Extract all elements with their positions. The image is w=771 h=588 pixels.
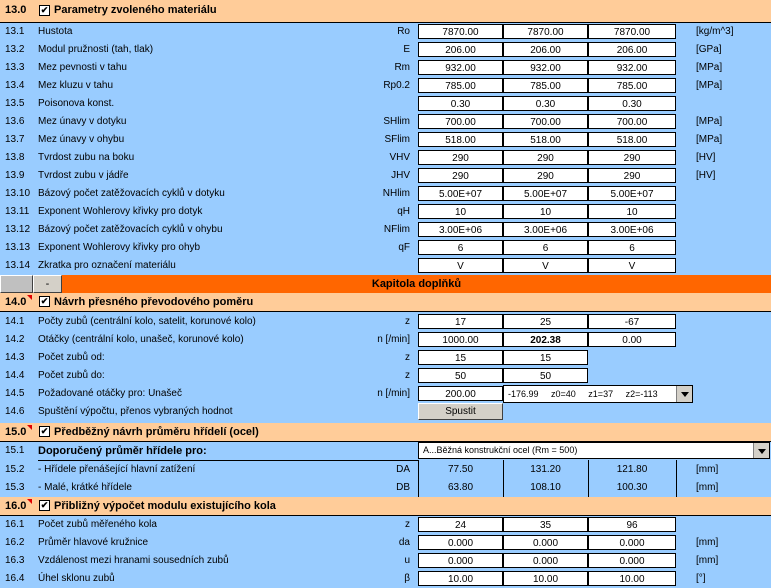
teeth-satellite-input[interactable]: 25	[503, 314, 588, 329]
section-14-checkbox[interactable]: ✔	[40, 296, 49, 306]
value-cell-2: 206.00	[503, 42, 588, 57]
row-symbol: Ro	[397, 26, 410, 37]
row-14-1	[0, 313, 771, 331]
row-symbol: n [/min]	[377, 334, 410, 345]
row-symbol: n [/min]	[377, 388, 410, 399]
row-number: 13.12	[5, 224, 31, 235]
row-symbol: qF	[398, 242, 410, 253]
row-number: 13.11	[5, 206, 30, 217]
grid-line	[503, 460, 504, 497]
row-symbol: da	[398, 537, 410, 548]
value-cell-1: 290	[418, 168, 503, 183]
row-number: 14.1	[5, 316, 25, 327]
value-cell-1: 7870.00	[418, 24, 503, 39]
row-label: Zkratka pro označení materiálu	[38, 260, 176, 271]
data-row	[0, 113, 771, 131]
value-cell-2: 518.00	[503, 132, 588, 147]
row-number: 16.2	[5, 537, 25, 548]
row-symbol: z	[405, 316, 410, 327]
value-cell-3: 518.00	[588, 132, 676, 147]
row-label: Modul pružnosti (tah, tlak)	[38, 44, 154, 55]
row-unit: [MPa]	[696, 80, 723, 91]
row-symbol: E	[403, 44, 410, 55]
shaft-db-3-value: 100.30	[616, 482, 648, 493]
row-symbol: β	[404, 573, 410, 584]
row-unit: [kg/m^3]	[696, 26, 734, 37]
row-symbol: Rp0.2	[383, 80, 410, 91]
row-unit: [MPa]	[696, 62, 723, 73]
row-label: Požadované otáčky pro: Unašeč	[38, 388, 182, 399]
value-cell-3: 6	[588, 240, 676, 255]
chapter-title: Kapitola doplňků	[62, 275, 771, 293]
row-number: 13.7	[5, 134, 25, 145]
value-cell-1: 206.00	[418, 42, 503, 57]
value-cell-1: 5.00E+07	[418, 186, 503, 201]
data-row	[0, 534, 771, 552]
grid-line	[588, 460, 589, 497]
shaft-da-2-value: 131.20	[530, 464, 561, 475]
row-number: 13.14	[5, 260, 31, 271]
value-cell-2: 700.00	[503, 114, 588, 129]
row-label: Tvrdost zubu na boku	[38, 152, 135, 163]
teeth-central-input[interactable]: 17	[418, 314, 503, 329]
row-symbol: SHlim	[383, 116, 410, 127]
required-speed-input[interactable]: 200.00	[418, 386, 503, 401]
value-cell-2[interactable]: 0.000	[503, 535, 588, 550]
section-15-header	[0, 423, 771, 441]
value-cell-1[interactable]: 24	[418, 517, 503, 532]
solution-dropdown-value: -176.99 z0=40 z1=37 z2=-113	[508, 389, 658, 399]
value-cell-1: 785.00	[418, 78, 503, 93]
value-cell-2: 290	[503, 168, 588, 183]
chapter-bar	[0, 275, 771, 293]
row-number: 16.4	[5, 573, 25, 584]
row-number: 14.2	[5, 334, 25, 345]
row-number: 14.5	[5, 388, 25, 399]
row-label: Poisonova konst.	[38, 98, 115, 109]
value-cell-3: 290	[588, 150, 676, 165]
row-label: Počet zubů od:	[38, 352, 105, 363]
row-symbol: DA	[396, 464, 410, 475]
value-cell-1: 0.30	[418, 96, 503, 111]
row-symbol: Rm	[394, 62, 410, 73]
data-row	[0, 552, 771, 570]
divider	[0, 311, 771, 312]
row-symbol: JHV	[391, 170, 410, 181]
row-unit: [MPa]	[696, 116, 723, 127]
value-cell-2: 932.00	[503, 60, 588, 75]
row-symbol: DB	[396, 482, 410, 493]
value-cell-2: 7870.00	[503, 24, 588, 39]
row-unit: [GPa]	[696, 44, 722, 55]
section-number: 13.0	[5, 4, 27, 16]
value-cell-3: 785.00	[588, 78, 676, 93]
row-14-3	[0, 349, 771, 367]
row-unit: [HV]	[696, 152, 716, 163]
row-label: Hustota	[38, 26, 73, 37]
value-cell-2: 3.00E+06	[503, 222, 588, 237]
run-calculation-button[interactable]: Spustit	[418, 403, 503, 420]
section-14-header	[0, 293, 771, 311]
value-cell-3: 10	[588, 204, 676, 219]
row-14-6	[0, 403, 771, 421]
value-cell-3[interactable]: 96	[588, 517, 676, 532]
data-row	[0, 185, 771, 203]
row-number: 13.10	[5, 188, 31, 199]
comment-marker-icon	[27, 295, 32, 300]
row-label: Exponent Wohlerovy křivky pro dotyk	[38, 206, 203, 217]
row-number: 13.4	[5, 80, 25, 91]
speed-ring-input[interactable]: 0.00	[588, 332, 676, 347]
value-cell-1: 6	[418, 240, 503, 255]
section-title: Předběžný návrh průměru hřídelí (ocel)	[54, 426, 259, 438]
row-14-4	[0, 367, 771, 385]
row-unit: [°]	[696, 573, 706, 584]
teeth-from-1-input[interactable]: 15	[418, 350, 503, 365]
value-cell-1[interactable]: 0.000	[418, 535, 503, 550]
row-symbol: NFlim	[383, 224, 410, 235]
row-label: Spuštění výpočtu, přenos vybraných hodnot	[38, 406, 233, 417]
row-number: 14.6	[5, 406, 25, 417]
data-row	[0, 131, 771, 149]
section-13-checkbox[interactable]: ✔	[40, 5, 49, 15]
value-cell-2: 785.00	[503, 78, 588, 93]
data-row	[0, 221, 771, 239]
teeth-to-1-input[interactable]: 50	[418, 368, 503, 383]
data-row	[0, 167, 771, 185]
row-label: - Malé, krátké hřídele	[38, 482, 132, 493]
solution-dropdown[interactable]	[503, 385, 693, 403]
section-title: Parametry zvoleného materiálu	[54, 4, 217, 16]
section-title: Přibližný výpočet modulu existujícího kola	[54, 500, 276, 512]
row-label: Mez kluzu v tahu	[38, 80, 114, 91]
value-cell-1: 700.00	[418, 114, 503, 129]
row-number: 14.3	[5, 352, 25, 363]
value-cell-3: 3.00E+06	[588, 222, 676, 237]
value-cell-1: V	[418, 258, 503, 273]
value-cell-3[interactable]: 0.000	[588, 535, 676, 550]
shaft-material-value: A...Běžná konstrukční ocel (Rm = 500)	[423, 445, 578, 455]
row-label: Vzdálenost mezi hranami sousedních zubů	[38, 555, 229, 566]
value-cell-2: V	[503, 258, 588, 273]
data-row	[0, 570, 771, 588]
value-cell-2[interactable]: 0.000	[503, 553, 588, 568]
value-cell-2[interactable]: 35	[503, 517, 588, 532]
chevron-down-icon[interactable]	[753, 443, 769, 458]
row-label: Otáčky (centrální kolo, unašeč, korunové kolo)	[38, 334, 244, 345]
row-label: Mez únavy v ohybu	[38, 134, 125, 145]
row-number: 13.5	[5, 98, 25, 109]
row-label: Počet zubů do:	[38, 370, 105, 381]
row-label: Mez pevnosti v tahu	[38, 62, 127, 73]
comment-marker-icon	[27, 425, 32, 430]
data-row	[0, 41, 771, 59]
row-unit: [mm]	[696, 482, 719, 493]
shaft-da-1-value: 77.50	[447, 464, 474, 475]
data-row	[0, 77, 771, 95]
section-13-header	[0, 0, 771, 22]
row-15-1	[0, 442, 771, 460]
row-label: Mez únavy v dotyku	[38, 116, 127, 127]
value-cell-3[interactable]: 0.000	[588, 553, 676, 568]
chapter-blank-button[interactable]	[0, 275, 33, 293]
value-cell-3: V	[588, 258, 676, 273]
section-number: 16.0	[5, 500, 27, 512]
section-number: 14.0	[5, 296, 27, 308]
row-number: 13.8	[5, 152, 25, 163]
row-symbol: SFlim	[384, 134, 410, 145]
row-number: 14.4	[5, 370, 25, 381]
value-cell-1[interactable]: 0.000	[418, 553, 503, 568]
data-row	[0, 516, 771, 534]
row-label: Počet zubů měřeného kola	[38, 519, 157, 530]
value-cell-3: 290	[588, 168, 676, 183]
shaft-material-dropdown[interactable]	[418, 442, 770, 459]
chapter-minus-button[interactable]: -	[33, 275, 62, 293]
value-cell-1: 10	[418, 204, 503, 219]
row-number: 13.2	[5, 44, 25, 55]
value-cell-3[interactable]: 10.00	[588, 571, 676, 586]
value-cell-2[interactable]: 10.00	[503, 571, 588, 586]
row-unit: [mm]	[696, 464, 719, 475]
value-cell-3: 7870.00	[588, 24, 676, 39]
row-label: Exponent Wohlerovy křivky pro ohyb	[38, 242, 201, 253]
value-cell-2: 290	[503, 150, 588, 165]
row-label: Počty zubů (centrální kolo, satelit, korunové kolo)	[38, 316, 256, 327]
value-cell-1: 518.00	[418, 132, 503, 147]
row-symbol: z	[405, 352, 410, 363]
section-16-header	[0, 497, 771, 515]
data-row	[0, 149, 771, 167]
section-16-checkbox[interactable]: ✔	[40, 500, 49, 510]
comment-marker-icon	[27, 499, 32, 504]
value-cell-3: 700.00	[588, 114, 676, 129]
row-symbol: qH	[397, 206, 410, 217]
data-row	[0, 23, 771, 41]
row-label: Průměr hlavové kružnice	[38, 537, 149, 548]
row-label: - Hřídele přenášející hlavní zatížení	[38, 464, 196, 475]
value-cell-2: 10	[503, 204, 588, 219]
chevron-down-icon[interactable]	[676, 386, 692, 402]
data-row	[0, 95, 771, 113]
row-unit: [HV]	[696, 170, 716, 181]
value-cell-2: 0.30	[503, 96, 588, 111]
value-cell-2: 6	[503, 240, 588, 255]
value-cell-1: 290	[418, 150, 503, 165]
row-unit: [mm]	[696, 537, 719, 548]
teeth-to-2-input[interactable]: 50	[503, 368, 588, 383]
row-label: Doporučený průměr hřídele pro:	[38, 445, 207, 457]
row-number: 13.9	[5, 170, 25, 181]
speed-carrier-value: 202.38	[503, 332, 588, 347]
row-unit: [MPa]	[696, 134, 723, 145]
row-unit: [mm]	[696, 555, 719, 566]
row-14-2	[0, 331, 771, 349]
section-15-checkbox[interactable]: ✔	[40, 426, 49, 436]
row-symbol: z	[405, 370, 410, 381]
value-cell-3: 932.00	[588, 60, 676, 75]
row-label: Úhel sklonu zubů	[38, 573, 115, 584]
teeth-from-2-input[interactable]: 15	[503, 350, 588, 365]
teeth-ring-input[interactable]: -67	[588, 314, 676, 329]
section-title: Návrh přesného převodového poměru	[54, 296, 254, 308]
shaft-da-3-value: 121.80	[616, 464, 648, 475]
data-row	[0, 203, 771, 221]
row-symbol: u	[404, 555, 410, 566]
data-row	[0, 59, 771, 77]
speed-central-input[interactable]: 1000.00	[418, 332, 503, 347]
row-number: 13.1	[5, 26, 25, 37]
value-cell-1: 3.00E+06	[418, 222, 503, 237]
row-15-2	[0, 461, 771, 479]
shaft-db-2-value: 108.10	[530, 482, 561, 493]
value-cell-1[interactable]: 10.00	[418, 571, 503, 586]
section-number: 15.0	[5, 426, 27, 438]
row-15-3	[0, 479, 771, 497]
row-label: Tvrdost zubu v jádře	[38, 170, 129, 181]
row-number: 16.3	[5, 555, 25, 566]
row-number: 16.1	[5, 519, 25, 530]
row-number: 13.3	[5, 62, 25, 73]
value-cell-3: 206.00	[588, 42, 676, 57]
row-number: 15.1	[5, 445, 25, 456]
value-cell-3: 0.30	[588, 96, 676, 111]
row-14-5	[0, 385, 771, 403]
grid-line	[676, 460, 677, 497]
row-symbol: z	[405, 519, 410, 530]
row-symbol: NHlim	[382, 188, 410, 199]
shaft-db-1-value: 63.80	[447, 482, 474, 493]
data-row	[0, 239, 771, 257]
row-symbol: VHV	[389, 152, 410, 163]
grid-line	[418, 460, 419, 497]
row-number: 13.6	[5, 116, 25, 127]
value-cell-3: 5.00E+07	[588, 186, 676, 201]
value-cell-2: 5.00E+07	[503, 186, 588, 201]
value-cell-1: 932.00	[418, 60, 503, 75]
row-number: 15.3	[5, 482, 25, 493]
row-label: Bázový počet zatěžovacích cyklů v dotyku	[38, 188, 225, 199]
row-number: 15.2	[5, 464, 25, 475]
row-label: Bázový počet zatěžovacích cyklů v ohybu	[38, 224, 223, 235]
row-number: 13.13	[5, 242, 31, 253]
data-row	[0, 257, 771, 275]
